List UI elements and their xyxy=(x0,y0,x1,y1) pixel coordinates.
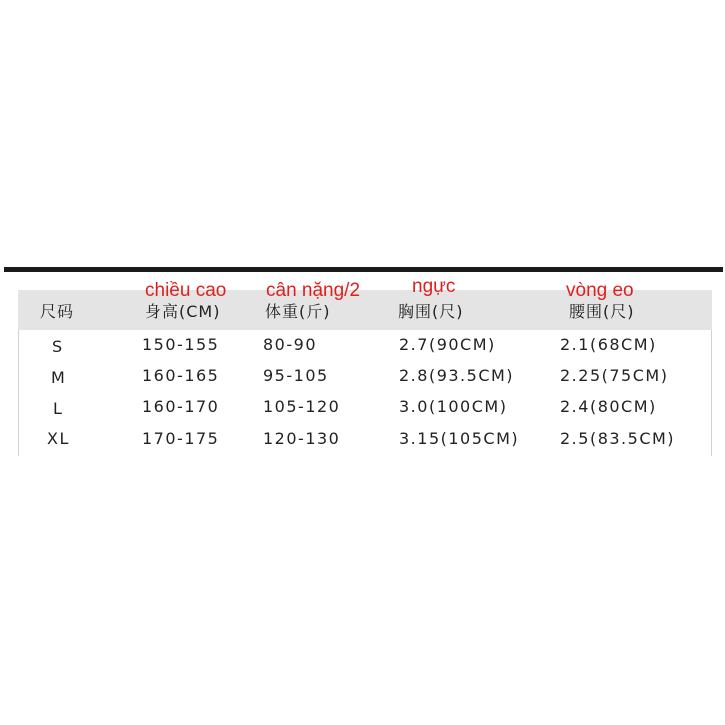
cell-size: M xyxy=(51,368,67,387)
size-chart-table xyxy=(18,276,712,458)
annotation-chest: ngực xyxy=(412,276,456,297)
top-divider-bar xyxy=(4,267,723,272)
cell-chest: 3.0(100CM) xyxy=(399,397,508,416)
header-waist: 腰围(尺) xyxy=(569,302,635,321)
cell-weight: 105-120 xyxy=(263,397,341,416)
annotation-height: chiều cao xyxy=(145,280,227,301)
header-weight: 体重(斤) xyxy=(265,302,331,321)
header-chest: 胸围(尺) xyxy=(398,302,464,321)
cell-chest: 3.15(105CM) xyxy=(399,429,520,448)
cell-size: S xyxy=(52,337,64,356)
header-size: 尺码 xyxy=(40,302,75,321)
annotation-waist: vòng eo xyxy=(566,280,634,301)
cell-waist: 2.4(80CM) xyxy=(560,397,657,416)
cell-chest: 2.7(90CM) xyxy=(399,335,496,354)
cell-height: 150-155 xyxy=(142,335,220,354)
cell-waist: 2.5(83.5CM) xyxy=(560,429,676,448)
cell-waist: 2.1(68CM) xyxy=(560,335,657,354)
cell-weight: 80-90 xyxy=(263,335,317,354)
table-right-border xyxy=(711,330,712,456)
cell-waist: 2.25(75CM) xyxy=(560,366,669,385)
header-height: 身高(CM) xyxy=(145,302,221,321)
cell-size: XL xyxy=(47,429,70,448)
cell-weight: 95-105 xyxy=(263,366,329,385)
cell-size: L xyxy=(53,399,64,418)
cell-height: 160-170 xyxy=(142,397,220,416)
cell-weight: 120-130 xyxy=(263,429,341,448)
cell-chest: 2.8(93.5CM) xyxy=(399,366,515,385)
table-left-border xyxy=(18,330,19,456)
cell-height: 170-175 xyxy=(142,429,220,448)
cell-height: 160-165 xyxy=(142,366,220,385)
annotation-weight: cân nặng/2 xyxy=(266,280,361,301)
